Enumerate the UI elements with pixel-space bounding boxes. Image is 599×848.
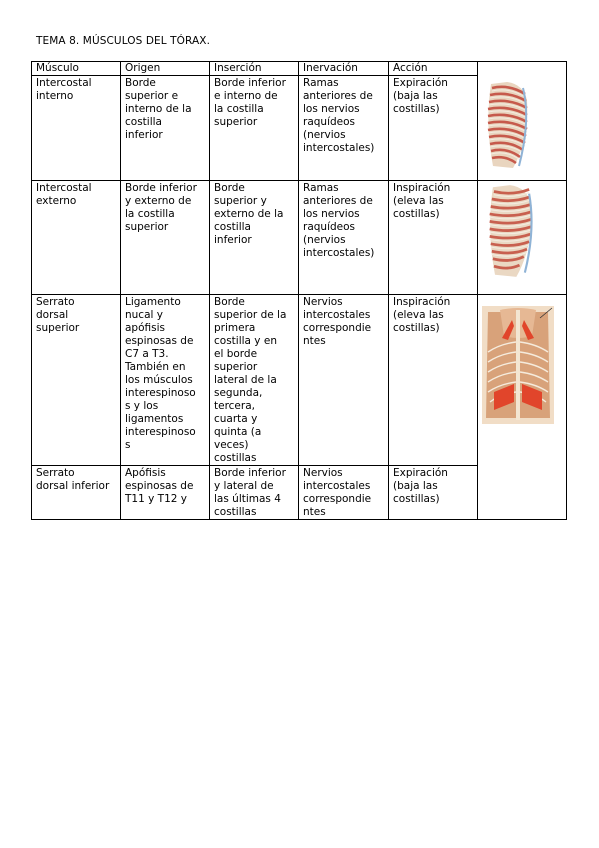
table-row: [32, 181, 567, 295]
document-title: TEMA 8. MÚSCULOS DEL TÓRAX.: [36, 35, 211, 47]
table-header-row: [32, 62, 567, 76]
cell-inervacion: Ramas anteriores de los nervios raquídeos (nervios intercostales): [299, 181, 389, 295]
cell-insercion: Borde superior de la primera costilla y en el borde superior lateral de la segunda, tercera, cuarta y quinta (a veces) costillas: [210, 295, 299, 466]
table-row: [32, 466, 567, 520]
cell-origen: Ligamento nucal y apófisis espinosas de C7 a T3. También en los músculos interespinoso s y los ligamentos interespinoso s: [121, 295, 210, 466]
muscles-table: [31, 61, 567, 520]
cell-inervacion: Ramas anteriores de los nervios raquídeos (nervios intercostales): [299, 76, 389, 181]
cell-insercion: Borde inferior y lateral de las últimas 4 costillas: [210, 466, 299, 520]
table-row: [32, 295, 567, 466]
cell-inervacion: Nervios intercostales correspondie ntes: [299, 295, 389, 466]
cell-musculo: Serrato dorsal inferior: [32, 466, 121, 520]
header-insercion: Inserción: [210, 62, 299, 76]
cell-musculo: Intercostal interno: [32, 76, 121, 181]
cell-origen: Borde superior e interno de la costilla inferior: [121, 76, 210, 181]
cell-musculo: Intercostal externo: [32, 181, 121, 295]
cell-accion: Expiración (baja las costillas): [389, 76, 478, 181]
header-inervacion: Inervación: [299, 62, 389, 76]
cell-accion: Inspiración (eleva las costillas): [389, 295, 478, 466]
cell-insercion: Borde superior y externo de la costilla inferior: [210, 181, 299, 295]
cell-image: [478, 295, 567, 466]
cell-image: [478, 76, 567, 181]
back-serratus-image: [482, 306, 554, 424]
cell-insercion: Borde inferior e interno de la costilla superior: [210, 76, 299, 181]
cell-accion: Inspiración (eleva las costillas): [389, 181, 478, 295]
cell-origen: Borde inferior y externo de la costilla superior: [121, 181, 210, 295]
ribcage-external-intercostal-image: [483, 183, 539, 279]
table-row: [32, 76, 567, 181]
cell-accion: Expiración (baja las costillas): [389, 466, 478, 520]
cell-inervacion: Nervios intercostales correspondie ntes: [299, 466, 389, 520]
cell-image: [478, 181, 567, 295]
cell-origen: Apófisis espinosas de T11 y T12 y: [121, 466, 210, 520]
ribcage-internal-intercostal-image: [483, 80, 533, 170]
cell-musculo: Serrato dorsal superior: [32, 295, 121, 466]
header-image: [478, 62, 567, 76]
header-accion: Acción: [389, 62, 478, 76]
header-musculo: Músculo: [32, 62, 121, 76]
header-origen: Origen: [121, 62, 210, 76]
cell-image-empty: [478, 466, 567, 520]
